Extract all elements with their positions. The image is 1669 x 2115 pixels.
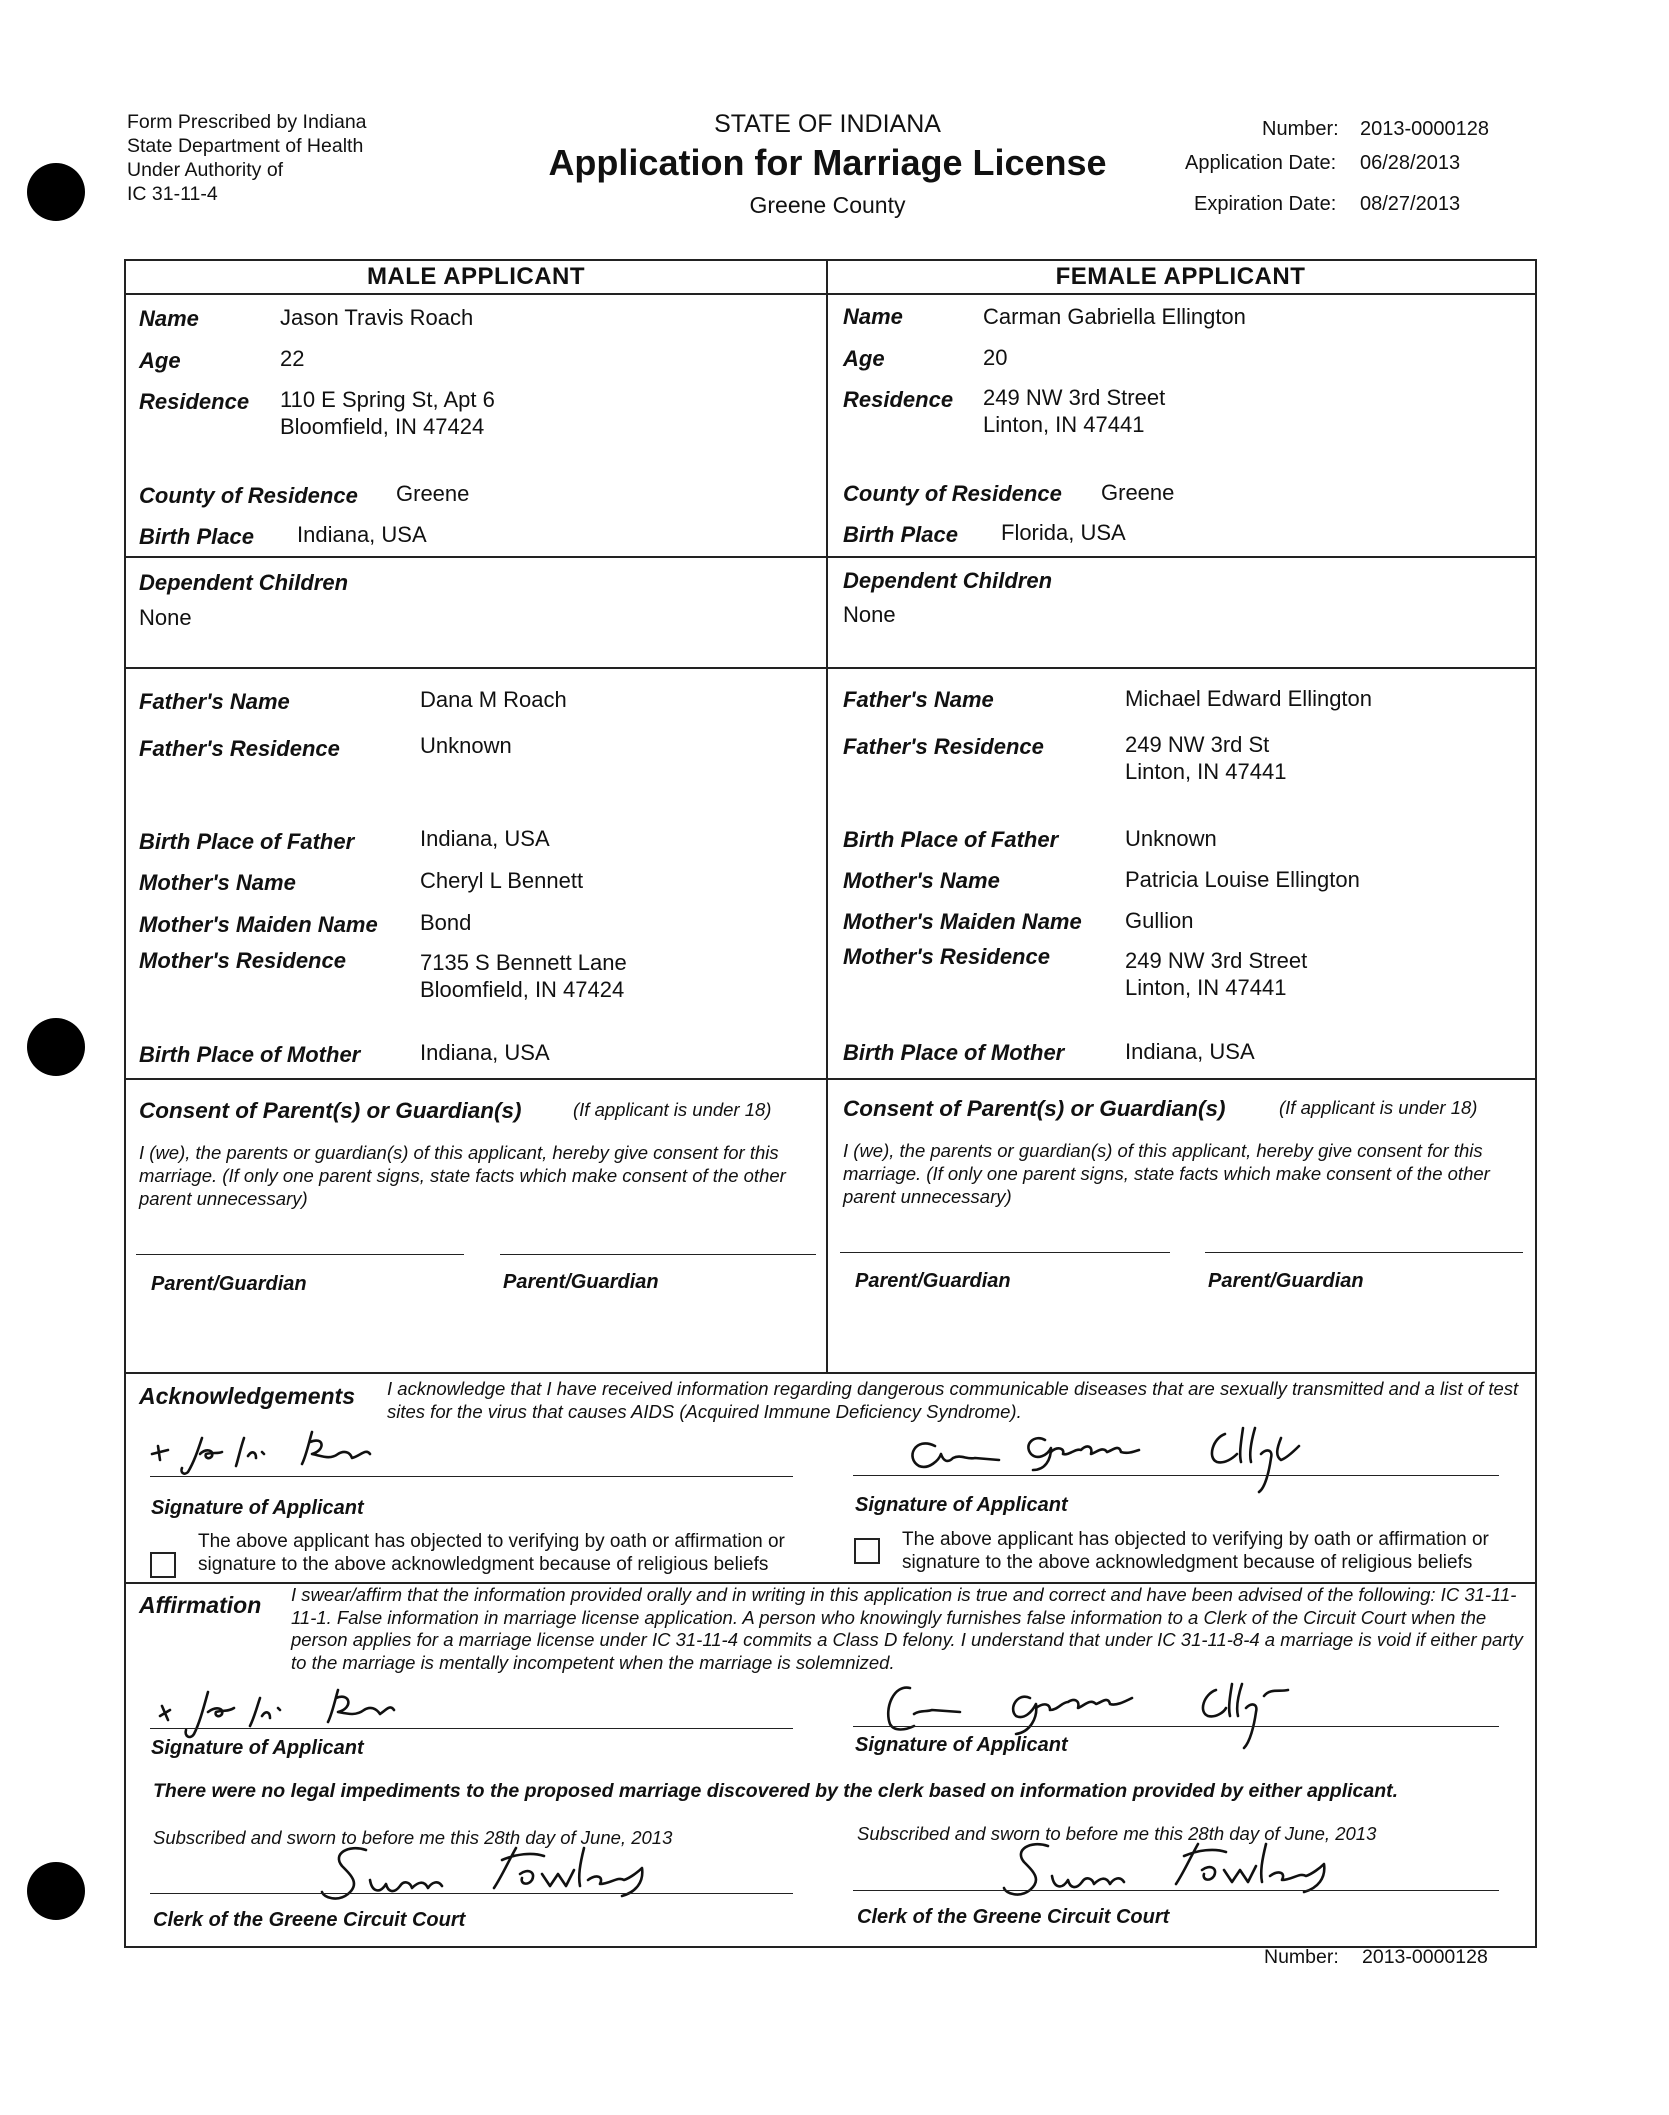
divider (124, 1078, 1535, 1080)
female-mothers-name: Patricia Louise Ellington (1125, 867, 1360, 892)
male-fathers-name: Dana M Roach (420, 687, 567, 712)
female-fathers-name: Michael Edward Ellington (1125, 686, 1373, 711)
male-name: Jason Travis Roach (280, 305, 474, 330)
affirmation-text: I swear/affirm that the information provided orally and in writing in this application is true and correct and have been advised of the following: IC 31-11-11-1. False information in marriage license application. A person who knowingly furnishes false information to a Clerk of the Circuit Court when the person applies for a marriage license under IC 31-11-4 commits a Class D felony. I understand that under IC 31-11-8-4 a marriage is void if either party to the marriage is mentally incompetent when the marriage is solemnized. (291, 1584, 1523, 1673)
female-clerk-signature (1000, 1836, 1360, 1908)
female-mothers-residence-line1: 249 NW 3rd Street (1125, 948, 1308, 973)
male-acknowledgement-signature-line (150, 1476, 793, 1477)
female-sworn-text: Subscribed and sworn to before me this 28th day of June, 2013 (857, 1823, 1377, 1844)
male-consent-title: Consent of Parent(s) or Guardian(s) (139, 1098, 522, 1123)
male-name-label: Name (139, 306, 199, 331)
male-mothers-name-label: Mother's Name (139, 870, 296, 895)
female-affirmation-signature-line (853, 1726, 1499, 1727)
male-affirmation-signature-line (150, 1728, 793, 1729)
male-mothers-maiden-name: Bond (420, 910, 472, 935)
prescribed-line: IC 31-11-4 (127, 183, 218, 205)
male-clerk-label: Clerk of the Greene Circuit Court (153, 1909, 466, 1931)
female-parent-guardian-line-1 (840, 1252, 1170, 1253)
punch-hole-bottom (27, 1862, 85, 1920)
punch-hole-middle (27, 1018, 85, 1076)
female-fathers-name-label: Father's Name (843, 687, 994, 712)
female-acknowledgement-signature (895, 1418, 1395, 1498)
male-sworn-text: Subscribed and sworn to before me this 28th day of June, 2013 (153, 1827, 673, 1848)
male-birth-place-father-label: Birth Place of Father (139, 829, 355, 854)
acknowledgements-text: I acknowledge that I have received information regarding dangerous communicable diseases that are sexually transmitted and a list of test sites for the virus that causes AIDS (Acquired Immune Deficiency Syndrome). (387, 1378, 1519, 1422)
male-parent-guardian-line-1 (136, 1254, 464, 1255)
male-clerk-signature (318, 1840, 678, 1912)
divider (124, 293, 1535, 295)
expiration-date-label: Expiration Date: (1194, 193, 1337, 215)
application-date-value: 06/28/2013 (1360, 152, 1461, 174)
female-mothers-name-label: Mother's Name (843, 868, 1000, 893)
male-birth-place-mother-label: Birth Place of Mother (139, 1042, 361, 1067)
footer-number-label: Number: (1264, 1946, 1339, 1968)
female-birth-place-mother-label: Birth Place of Mother (843, 1040, 1065, 1065)
male-county: Greene (396, 481, 470, 506)
female-birth-place: Florida, USA (1001, 520, 1126, 545)
female-residence-line1: 249 NW 3rd Street (983, 385, 1166, 410)
female-mothers-residence-label: Mother's Residence (843, 944, 1050, 969)
female-acknowledgement-signature-line (853, 1475, 1499, 1476)
female-fathers-residence-label: Father's Residence (843, 734, 1044, 759)
female-dependent-children: None (843, 602, 896, 627)
female-age-label: Age (843, 346, 885, 371)
male-affirmation-signature-label: Signature of Applicant (151, 1737, 364, 1759)
female-dependent-children-label: Dependent Children (843, 568, 1053, 593)
female-consent-title: Consent of Parent(s) or Guardian(s) (843, 1096, 1226, 1121)
female-parent-guardian-label-2: Parent/Guardian (1208, 1270, 1364, 1292)
female-birth-place-label: Birth Place (843, 522, 958, 547)
male-fathers-residence-label: Father's Residence (139, 736, 340, 761)
male-birth-place: Indiana, USA (297, 522, 427, 547)
female-name: Carman Gabriella Ellington (983, 304, 1246, 329)
prescribed-line: State Department of Health (127, 135, 364, 157)
female-residence-label: Residence (843, 387, 954, 412)
female-county-label: County of Residence (843, 481, 1062, 506)
male-fathers-residence-line1: Unknown (420, 733, 512, 758)
female-fathers-residence-line2: Linton, IN 47441 (1125, 759, 1287, 784)
male-residence-line1: 110 E Spring St, Apt 6 (280, 387, 495, 412)
female-consent-note: (If applicant is under 18) (1279, 1097, 1478, 1118)
female-mothers-maiden-name: Gullion (1125, 908, 1194, 933)
male-birth-place-father: Indiana, USA (420, 826, 550, 851)
divider (124, 556, 1535, 558)
affirmation-label: Affirmation (139, 1592, 262, 1618)
female-applicant-heading: FEMALE APPLICANT (1055, 263, 1306, 290)
no-impediments-statement: There were no legal impediments to the proposed marriage discovered by the clerk based on information provided by either applicant. (153, 1780, 1399, 1802)
female-mothers-maiden-name-label: Mother's Maiden Name (843, 909, 1082, 934)
male-mothers-residence-line2: Bloomfield, IN 47424 (420, 977, 625, 1002)
prescribed-line: Form Prescribed by Indiana (127, 111, 367, 133)
female-acknowledgement-signature-label: Signature of Applicant (855, 1494, 1068, 1516)
male-fathers-name-label: Father's Name (139, 689, 290, 714)
female-birth-place-father-label: Birth Place of Father (843, 827, 1059, 852)
female-mothers-residence-line2: Linton, IN 47441 (1125, 975, 1287, 1000)
male-mothers-maiden-name-label: Mother's Maiden Name (139, 912, 378, 937)
female-religious-objection-text: The above applicant has objected to verifying by oath or affirmation or signature to the above acknowledgment because of religious beliefs (902, 1529, 1489, 1573)
page-title: Application for Marriage License (548, 142, 1107, 183)
male-acknowledgement-signature-label: Signature of Applicant (151, 1497, 364, 1519)
female-age: 20 (983, 345, 1008, 370)
female-consent-text: I (we), the parents or guardian(s) of this applicant, hereby give consent for this marriage. (If only one parent signs, state facts which make consent of the other parent unnecessary) (843, 1140, 1490, 1207)
female-birth-place-father: Unknown (1125, 826, 1217, 851)
divider (124, 1372, 1535, 1374)
state-heading: STATE OF INDIANA (714, 110, 941, 138)
male-county-label: County of Residence (139, 483, 358, 508)
prescribed-by (127, 110, 367, 206)
male-mothers-name: Cheryl L Bennett (420, 868, 584, 893)
female-name-label: Name (843, 304, 903, 329)
male-residence-label: Residence (139, 389, 250, 414)
female-religious-objection-checkbox[interactable] (854, 1538, 880, 1564)
female-clerk-label: Clerk of the Greene Circuit Court (857, 1906, 1170, 1928)
male-mothers-residence-label: Mother's Residence (139, 948, 346, 973)
female-affirmation-signature-label: Signature of Applicant (855, 1734, 1068, 1756)
male-parent-guardian-label-1: Parent/Guardian (151, 1273, 307, 1295)
male-birth-place-mother: Indiana, USA (420, 1040, 550, 1065)
acknowledgements-label: Acknowledgements (139, 1383, 355, 1409)
female-fathers-residence-line1: 249 NW 3rd St (1125, 732, 1270, 757)
male-dependent-children-label: Dependent Children (139, 570, 349, 595)
application-date-label: Application Date: (1185, 152, 1337, 174)
male-birth-place-label: Birth Place (139, 524, 254, 549)
male-applicant-heading: MALE APPLICANT (366, 263, 586, 290)
male-parent-guardian-line-2 (500, 1254, 816, 1255)
male-consent-note: (If applicant is under 18) (573, 1099, 772, 1120)
punch-hole-top (27, 163, 85, 221)
male-dependent-children: None (139, 605, 192, 630)
male-religious-objection-checkbox[interactable] (150, 1552, 176, 1578)
female-birth-place-mother: Indiana, USA (1125, 1039, 1255, 1064)
female-residence-line2: Linton, IN 47441 (983, 412, 1145, 437)
male-parent-guardian-label-2: Parent/Guardian (503, 1271, 659, 1293)
footer-number-value: 2013-0000128 (1362, 1946, 1488, 1968)
expiration-date-value: 08/27/2013 (1360, 193, 1461, 215)
male-religious-objection-text: The above applicant has objected to verifying by oath or affirmation or signature to the above acknowledgment because of religious beliefs (198, 1531, 785, 1575)
male-age: 22 (280, 346, 305, 371)
male-clerk-signature-line (150, 1893, 793, 1894)
male-consent-text: I (we), the parents or guardian(s) of this applicant, hereby give consent for this marriage. (If only one parent signs, state facts which make consent of the other parent unnecessary) (139, 1142, 786, 1209)
county-heading: Greene County (749, 192, 906, 218)
female-clerk-signature-line (853, 1890, 1499, 1891)
male-acknowledgement-signature (140, 1428, 410, 1478)
divider (124, 667, 1535, 669)
male-residence-line2: Bloomfield, IN 47424 (280, 414, 485, 439)
column-divider (826, 259, 828, 1372)
female-parent-guardian-label-1: Parent/Guardian (855, 1270, 1011, 1292)
female-county: Greene (1101, 480, 1175, 505)
female-parent-guardian-line-2 (1205, 1252, 1523, 1253)
male-age-label: Age (139, 348, 181, 373)
number-value: 2013-0000128 (1360, 118, 1490, 140)
prescribed-line: Under Authority of (127, 159, 284, 181)
male-mothers-residence-line1: 7135 S Bennett Lane (420, 950, 627, 975)
number-label: Number: (1262, 118, 1339, 140)
